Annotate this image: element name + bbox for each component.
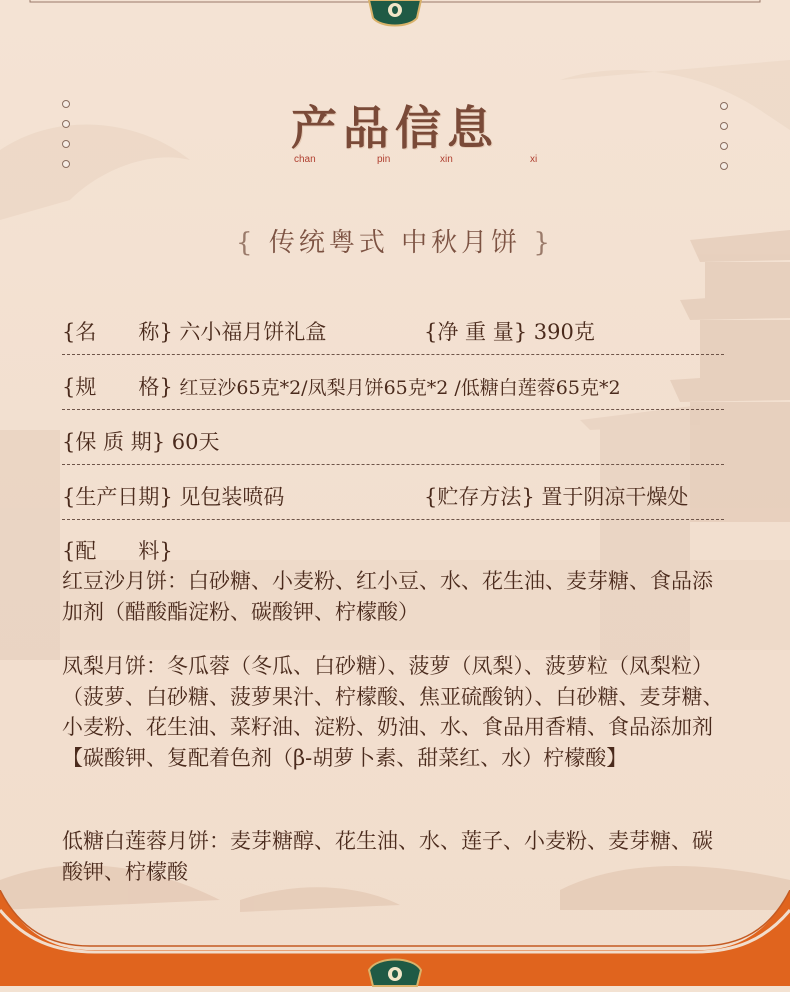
pineapple-ingredients: 凤梨月饼：冬瓜蓉（冬瓜、白砂糖）、菠萝（凤梨）、菠萝粒（凤梨粒）（菠萝、白砂糖、菠萝果汁、柠檬酸、焦亚硫酸钠）、白砂糖、麦芽糖、小麦粉、花生油、菜籽油、淀粉、奶油、水、食品用香精、食品添加剂【碳酸钾、复配着色剂（β-胡萝卜素、甜菜红、水）柠檬酸】 — [62, 654, 724, 770]
info-row-shelf-life — [62, 426, 726, 456]
top-rabbit-emblem — [365, 0, 425, 32]
subtitle-bracket-left: { — [236, 228, 257, 258]
red-bean-ingredients: 红豆沙月饼：白砂糖、小麦粉、红小豆、水、花生油、麦芽糖、食品添加剂（醋酸酯淀粉、碳酸钾、柠檬酸） — [62, 569, 713, 624]
subtitle-text: 传统粤式 中秋月饼 — [268, 228, 522, 258]
subtitle-bracket-right: } — [533, 228, 554, 258]
storage-value: 置于阴凉干燥处 — [541, 485, 689, 509]
info-row-weight — [424, 316, 724, 346]
production-date-value: 见包装喷码 — [179, 485, 285, 509]
title-pinyin-2: pin — [377, 154, 391, 165]
page-title: 产品信息 — [291, 101, 499, 155]
spec-value: 红豆沙65克*2/凤梨月饼65克*2 /低糖白莲蓉65克*2 — [179, 377, 621, 399]
info-row-ingredients — [62, 535, 726, 565]
dashed-divider — [62, 519, 724, 520]
weight-value: 390克 — [533, 320, 595, 344]
title-pinyin-1: chan — [294, 154, 316, 165]
shelf-life-value: 60天 — [171, 430, 220, 454]
storage-label: {贮存方法} — [424, 485, 535, 509]
info-row-spec — [62, 371, 726, 401]
bottom-rabbit-emblem — [365, 952, 425, 992]
ingredients-label: {配 料} — [62, 539, 173, 563]
title-pinyin-4: xi — [530, 154, 538, 165]
production-date-label: {生产日期} — [62, 485, 173, 509]
info-row-storage — [424, 481, 730, 511]
title-pinyin-3: xin — [440, 154, 453, 165]
lotus-ingredients: 低糖白莲蓉月饼：麦芽糖醇、花生油、水、莲子、小麦粉、麦芽糖、碳酸钾、柠檬酸 — [62, 829, 713, 884]
weight-label: {净 重 量} — [424, 320, 528, 344]
dashed-divider — [62, 354, 724, 355]
shelf-life-label: {保 质 期} — [62, 430, 166, 454]
spec-label: {规 格} — [62, 375, 173, 399]
name-value: 六小福月饼礼盒 — [179, 320, 327, 344]
product-subtitle — [0, 222, 790, 259]
dashed-divider — [62, 409, 724, 410]
dashed-divider — [62, 464, 724, 465]
name-label: {名 称} — [62, 320, 173, 344]
